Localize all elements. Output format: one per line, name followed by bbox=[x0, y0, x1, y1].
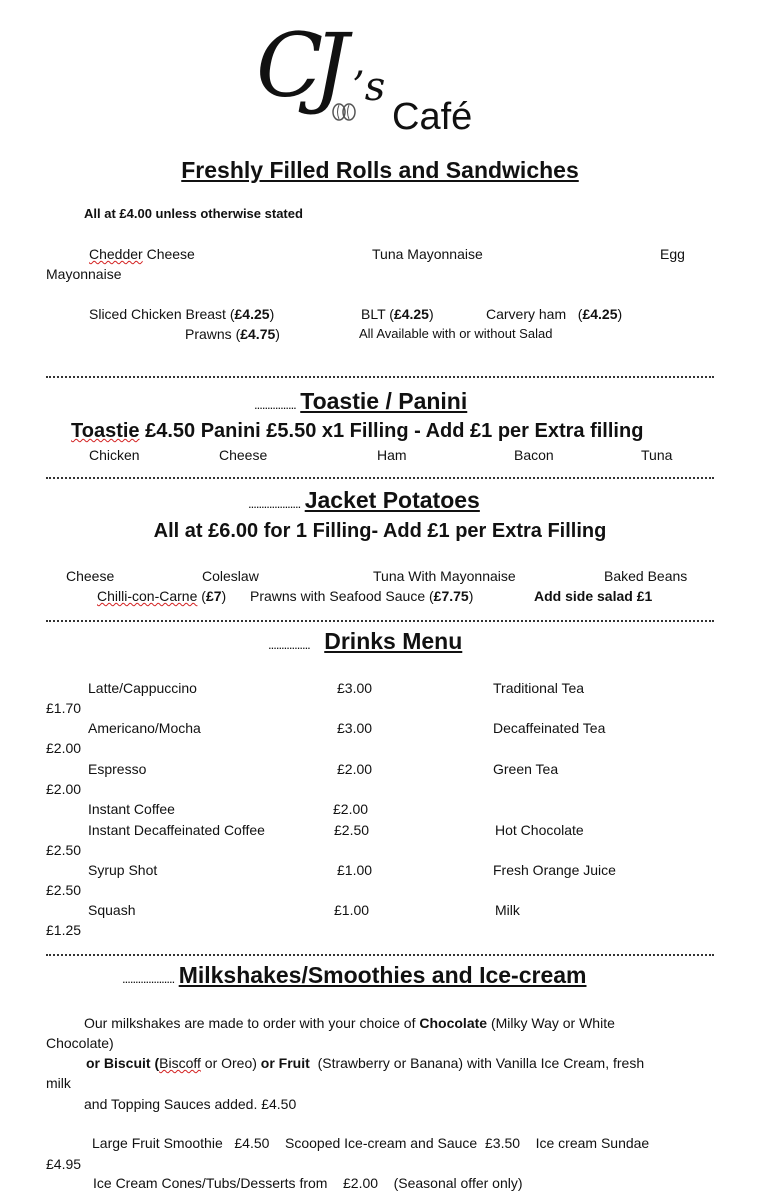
jacket-price-line: All at £6.00 for 1 Filling- Add £1 per Extra Filling bbox=[153, 520, 607, 542]
drink-name: Squash bbox=[88, 902, 136, 918]
drinks-heading: ................ Drinks Menu bbox=[268, 628, 463, 654]
drink-price: £2.50 bbox=[46, 882, 82, 898]
jacket-item: Tuna With Mayonnaise bbox=[373, 568, 516, 584]
drink-name: Fresh Orange Juice bbox=[493, 862, 616, 878]
milk-para-line: and Topping Sauces added. £4.50 bbox=[84, 1096, 297, 1112]
icecream-line: Ice Cream Cones/Tubs/Desserts from £2.00 (Seasonal offer only) bbox=[93, 1175, 523, 1191]
toastie-item: Tuna bbox=[641, 447, 673, 463]
drink-price: £2.50 bbox=[334, 822, 370, 838]
roll-egg: Egg bbox=[660, 246, 685, 262]
logo-cafe: Café bbox=[392, 96, 473, 138]
drink-name: Syrup Shot bbox=[88, 862, 158, 878]
jacket-prawns: Prawns with Seafood Sauce (£7.75) bbox=[250, 588, 474, 604]
drink-name: Hot Chocolate bbox=[495, 822, 584, 838]
roll-cheddar: Chedder Cheese bbox=[89, 246, 195, 262]
divider bbox=[46, 477, 714, 479]
divider bbox=[46, 620, 714, 622]
drink-name: Traditional Tea bbox=[493, 680, 585, 696]
drink-name: Latte/Cappuccino bbox=[88, 680, 197, 696]
drink-name: Instant Coffee bbox=[88, 801, 175, 817]
toastie-item: Cheese bbox=[219, 447, 268, 463]
drink-name: Instant Decaffeinated Coffee bbox=[88, 822, 265, 838]
drink-name: Americano/Mocha bbox=[88, 720, 201, 736]
logo-cj: CJ bbox=[256, 14, 339, 117]
drink-price: £2.00 bbox=[46, 740, 82, 756]
toastie-price-line: Toastie £4.50 Panini £5.50 x1 Filling - Add £1 per Extra filling bbox=[71, 420, 644, 442]
rolls-note: All at £4.00 unless otherwise stated bbox=[84, 206, 303, 221]
roll-prawns: Prawns (£4.75) bbox=[185, 326, 280, 342]
toastie-item: Chicken bbox=[89, 447, 140, 463]
drink-price: £2.00 bbox=[333, 801, 369, 817]
drink-price: £3.00 bbox=[337, 720, 373, 736]
toastie-item: Ham bbox=[377, 447, 407, 463]
logo-apostrophe-s: ’s bbox=[352, 64, 386, 110]
drink-name: Decaffeinated Tea bbox=[493, 720, 606, 736]
drink-price: £1.70 bbox=[46, 700, 82, 716]
drink-name: Green Tea bbox=[493, 761, 559, 777]
drink-price: £2.00 bbox=[46, 781, 82, 797]
jacket-chilli: Chilli-con-Carne (£7) bbox=[97, 588, 227, 604]
drink-price: £2.00 bbox=[337, 761, 373, 777]
jacket-side-salad: Add side salad £1 bbox=[534, 588, 653, 604]
milk-para-line: Our milkshakes are made to order with your choice of Chocolate (Milky Way or White bbox=[84, 1015, 615, 1031]
roll-chicken: Sliced Chicken Breast (£4.25) bbox=[89, 306, 275, 322]
drink-price: £3.00 bbox=[337, 680, 373, 696]
coffee-beans-icon bbox=[330, 102, 358, 122]
drink-price: £1.25 bbox=[46, 922, 82, 938]
drink-name: Milk bbox=[495, 902, 520, 918]
toastie-heading: ................ Toastie / Panini bbox=[254, 388, 468, 414]
drink-price: £2.50 bbox=[46, 842, 82, 858]
divider bbox=[46, 954, 714, 956]
roll-salad-note: All Available with or without Salad bbox=[359, 326, 553, 341]
divider bbox=[46, 376, 714, 378]
rolls-title: Freshly Filled Rolls and Sandwiches bbox=[181, 157, 579, 183]
drink-price: £1.00 bbox=[337, 862, 373, 878]
jacket-item: Baked Beans bbox=[604, 568, 688, 584]
jacket-heading: .................... Jacket Potatoes bbox=[248, 487, 480, 513]
toastie-item: Bacon bbox=[514, 447, 554, 463]
jacket-item: Coleslaw bbox=[202, 568, 259, 584]
milk-heading: .................... Milkshakes/Smoothies and Ice-cream bbox=[122, 962, 587, 988]
milk-para-line: or Biscuit (Biscoff or Oreo) or Fruit (Strawberry or Banana) with Vanilla Ice Cream, fresh bbox=[86, 1055, 645, 1071]
icecream-line: £4.95 bbox=[46, 1156, 82, 1172]
drink-name: Espresso bbox=[88, 761, 147, 777]
icecream-line: Large Fruit Smoothie £4.50 Scooped Ice-cream and Sauce £3.50 Ice cream Sundae bbox=[92, 1135, 650, 1151]
jacket-item: Cheese bbox=[66, 568, 115, 584]
roll-egg-cont: Mayonnaise bbox=[46, 266, 122, 282]
milk-para-line: milk bbox=[46, 1075, 71, 1091]
roll-tuna: Tuna Mayonnaise bbox=[372, 246, 483, 262]
roll-blt: BLT (£4.25) bbox=[361, 306, 434, 322]
milk-para-line: Chocolate) bbox=[46, 1035, 114, 1051]
roll-ham: Carvery ham (£4.25) bbox=[486, 306, 623, 322]
drink-price: £1.00 bbox=[334, 902, 370, 918]
